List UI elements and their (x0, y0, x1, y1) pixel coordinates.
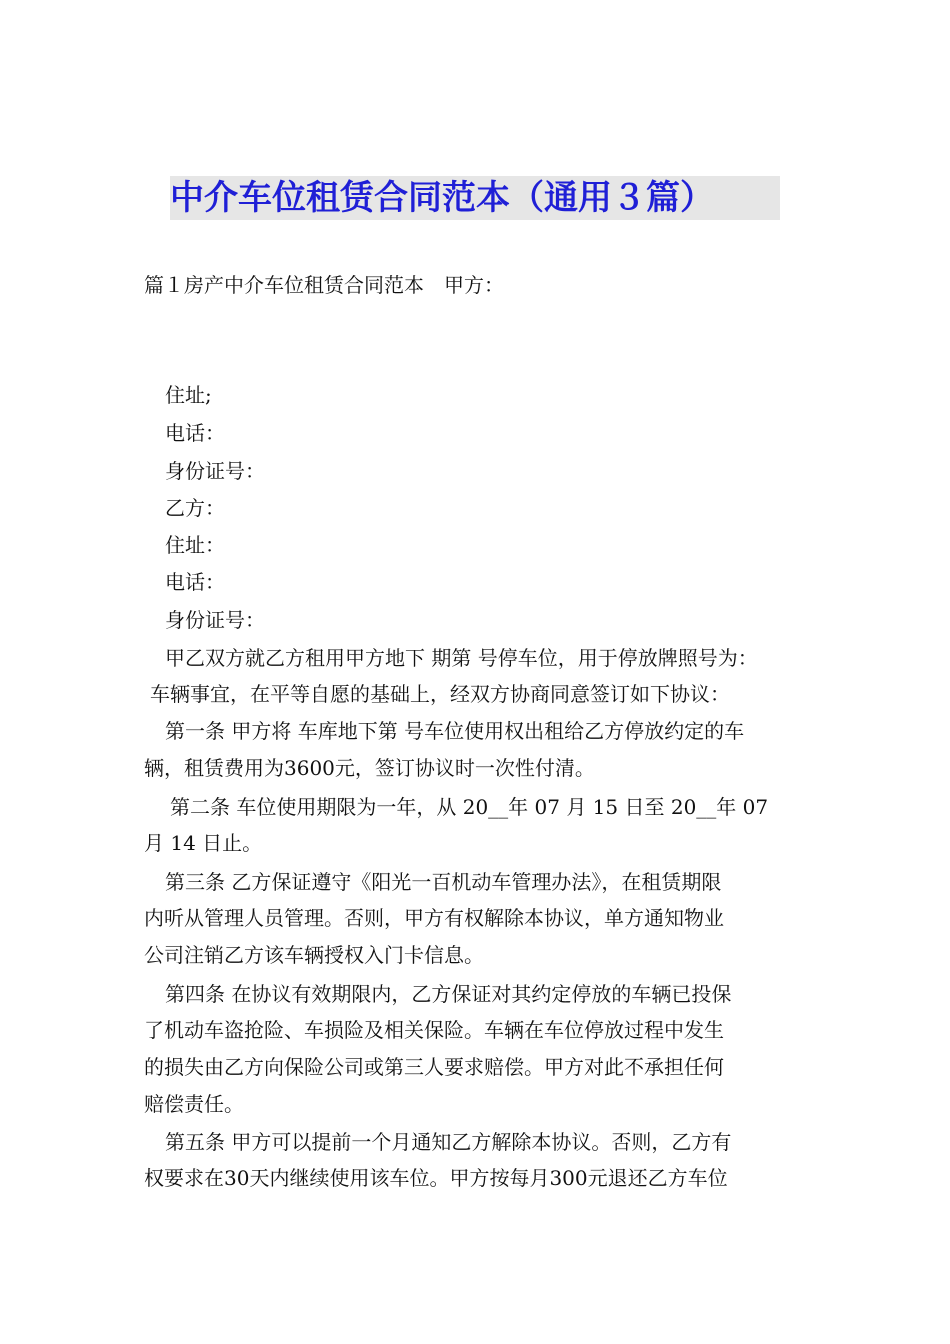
paragraph-line: 第四条 在协议有效期限内，乙方保证对其约定停放的车辆已投保 (165, 982, 732, 1006)
document-title: 中介车位租赁合同范本（通用３篇） (170, 176, 780, 220)
paragraph-line: 电话： (165, 421, 225, 445)
paragraph-line: 权要求在30天内继续使用该车位。甲方按每月300元退还乙方车位 (144, 1166, 728, 1190)
paragraph-line: 住址： (165, 533, 225, 557)
paragraph-line: 第五条 甲方可以提前一个月通知乙方解除本协议。否则，乙方有 (165, 1130, 732, 1154)
paragraph-line: 第一条 甲方将 车库地下第 号车位使用权出租给乙方停放约定的车 (165, 719, 745, 743)
paragraph-line: 了机动车盗抢险、车损险及相关保险。车辆在车位停放过程中发生 (144, 1018, 724, 1042)
paragraph-line: 的损失由乙方向保险公司或第三人要求赔偿。甲方对此不承担任何 (144, 1055, 724, 1079)
paragraph-line: 甲乙双方就乙方租用甲方地下 期第 号停车位，用于停放牌照号为： (165, 646, 758, 670)
paragraph-line: 第三条 乙方保证遵守《阳光一百机动车管理办法》，在租赁期限 (165, 870, 722, 894)
paragraph-line: 身份证号： (165, 608, 265, 632)
paragraph-line: 住址; (165, 383, 212, 407)
paragraph-line: 月 14 日止。 (144, 831, 263, 855)
paragraph-line: 身份证号： (165, 459, 265, 483)
paragraph-line: 内听从管理人员管理。否则，甲方有权解除本协议，单方通知物业 (144, 906, 724, 930)
paragraph-line: 篇１房产中介车位租赁合同范本 甲方： (144, 273, 504, 297)
paragraph-line: 电话： (165, 570, 225, 594)
paragraph-line: 赔偿责任。 (144, 1092, 244, 1116)
paragraph-line: 乙方： (165, 496, 225, 520)
paragraph-line: 辆，租赁费用为3600元，签订协议时一次性付清。 (144, 756, 595, 780)
paragraph-line: 车辆事宜，在平等自愿的基础上，经双方协商同意签订如下协议： (150, 682, 730, 706)
paragraph-line: 第二条 车位使用期限为一年，从 20__年 07 月 15 日至 20__年 07 (170, 795, 769, 819)
paragraph-line: 公司注销乙方该车辆授权入门卡信息。 (144, 943, 484, 967)
